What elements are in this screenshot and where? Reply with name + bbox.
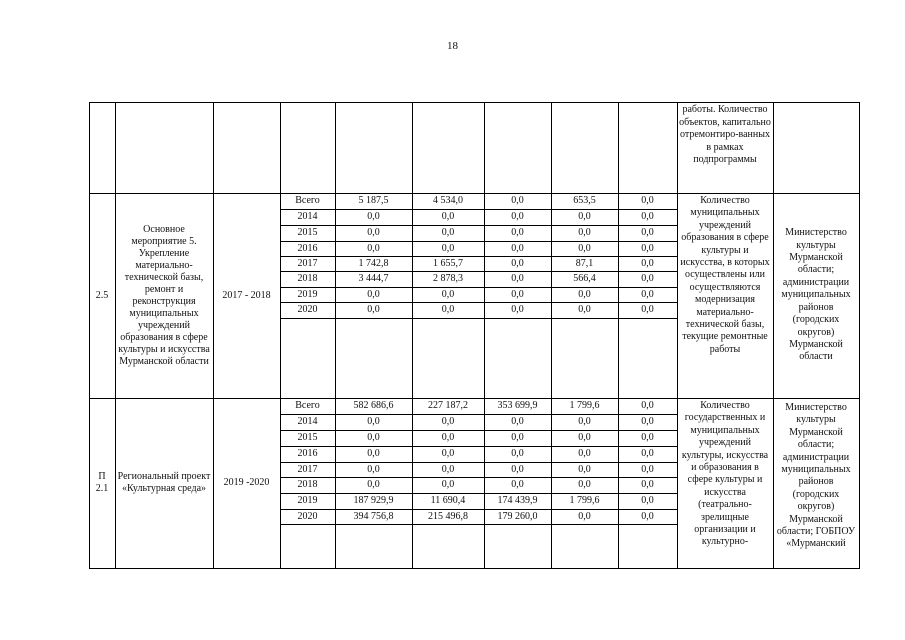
- period: 2019 -2020: [223, 477, 270, 488]
- measure-name: Основное мероприятие 5. Укрепление материально-технической базы, ремонт и реконструкция муниципальных учреждений образования в сфере культуры и искусства Мурманской области: [118, 223, 210, 367]
- value-local: 1 799,6: [569, 495, 600, 506]
- value-total: 5 187,5: [358, 195, 389, 206]
- year-label: 2018: [297, 273, 318, 284]
- value-regional: 4 534,0: [433, 195, 463, 206]
- value-federal: 0,0: [511, 273, 524, 284]
- value-federal: 0,0: [511, 258, 524, 269]
- value-other: 0,0: [641, 448, 654, 459]
- value-total: 0,0: [367, 464, 380, 475]
- value-other: 0,0: [641, 195, 654, 206]
- grid-hline: [280, 524, 677, 525]
- year-label: 2018: [297, 479, 318, 490]
- value-federal: 179 260,0: [497, 511, 538, 522]
- year-label: 2016: [297, 243, 318, 254]
- value-total: 0,0: [367, 416, 380, 427]
- value-regional: 227 187,2: [428, 400, 468, 411]
- value-regional: 0,0: [441, 227, 455, 238]
- value-federal: 0,0: [511, 211, 524, 222]
- value-local: 566,4: [573, 273, 596, 284]
- value-local: 0,0: [578, 289, 591, 300]
- grid-hline: [89, 568, 860, 569]
- value-regional: 0,0: [441, 211, 455, 222]
- period: 2017 - 2018: [222, 289, 271, 301]
- value-federal: 0,0: [511, 227, 524, 238]
- value-total: 0,0: [367, 211, 380, 222]
- value-federal: 174 439,9: [497, 495, 538, 506]
- grid-hline: [280, 256, 677, 257]
- value-local: 0,0: [578, 211, 591, 222]
- value-local: 0,0: [578, 304, 591, 315]
- value-other: 0,0: [641, 495, 654, 506]
- grid-vline: [859, 102, 860, 568]
- grid-hline: [280, 241, 677, 242]
- year-label: 2020: [297, 511, 318, 522]
- year-label: 2014: [297, 416, 318, 427]
- value-regional: 0,0: [441, 432, 455, 443]
- value-federal: 353 699,9: [497, 400, 538, 411]
- value-federal: 0,0: [511, 479, 524, 490]
- year-label: Всего: [295, 400, 320, 411]
- value-regional: 0,0: [441, 416, 455, 427]
- value-total: 187 929,9: [353, 495, 394, 506]
- value-other: 0,0: [641, 416, 654, 427]
- year-label: 2017: [297, 258, 318, 269]
- grid-hline: [280, 414, 677, 415]
- value-federal: 0,0: [511, 464, 524, 475]
- value-local: 0,0: [578, 416, 591, 427]
- grid-vline: [115, 102, 116, 568]
- value-local: 0,0: [578, 448, 591, 459]
- year-label: 2020: [297, 304, 318, 315]
- value-federal: 0,0: [511, 243, 524, 254]
- grid-hline: [280, 430, 677, 431]
- grid-hline: [280, 493, 677, 494]
- grid-hline: [280, 271, 677, 272]
- value-total: 394 756,8: [353, 511, 394, 522]
- value-regional: 1 655,7: [433, 258, 463, 269]
- value-regional: 11 690,4: [430, 495, 466, 506]
- grid-vline: [773, 102, 774, 568]
- year-label: Всего: [295, 195, 320, 206]
- value-regional: 0,0: [441, 289, 455, 300]
- grid-hline: [280, 462, 677, 463]
- value-other: 0,0: [641, 289, 654, 300]
- value-other: 0,0: [641, 400, 654, 411]
- grid-hline: [89, 102, 860, 103]
- value-total: 0,0: [367, 304, 380, 315]
- year-label: 2019: [297, 289, 318, 300]
- value-other: 0,0: [641, 304, 654, 315]
- value-total: 3 444,7: [358, 273, 389, 284]
- value-federal: 0,0: [511, 289, 524, 300]
- indicator-carry-over: работы. Количество объектов, капитально отремонтиро-ванных в рамках подпрограммы: [679, 104, 771, 165]
- year-label: 2015: [297, 432, 318, 443]
- grid-hline: [280, 318, 677, 319]
- value-other: 0,0: [641, 258, 654, 269]
- value-federal: 0,0: [511, 448, 524, 459]
- value-other: 0,0: [641, 511, 654, 522]
- value-regional: 2 878,3: [433, 273, 463, 284]
- value-other: 0,0: [641, 211, 654, 222]
- value-local: 653,5: [573, 195, 596, 206]
- year-label: 2016: [297, 448, 318, 459]
- measure-name: Региональный проект «Культурная среда»: [117, 471, 211, 494]
- executor-text: Министерство культуры Мурманской области; администрации муниципальных районов (городских округов) Мурманской области: [781, 227, 851, 363]
- value-total: 0,0: [367, 289, 380, 300]
- grid-hline: [280, 209, 677, 210]
- value-total: 0,0: [367, 479, 380, 490]
- value-local: 0,0: [578, 432, 591, 443]
- page-number: 18: [447, 40, 458, 52]
- indicator-text: Количество государственных и муниципальных учреждений культуры, искусства и образования в сфере культуры и искусства (театрально-зрелищные организации и культурно-: [681, 400, 769, 548]
- grid-hline: [280, 225, 677, 226]
- value-other: 0,0: [641, 479, 654, 490]
- value-regional: 0,0: [441, 479, 455, 490]
- value-total: 1 742,8: [358, 258, 389, 269]
- grid-hline: [280, 509, 677, 510]
- indicator-text: Количество муниципальных учреждений образования в сфере культуры и искусства, в которых осуществлены или осуществляются модернизация материально-технической базы, текущие ремонтные работы: [680, 195, 770, 355]
- value-total: 0,0: [367, 243, 380, 254]
- grid-hline: [280, 446, 677, 447]
- value-total: 582 686,6: [353, 400, 394, 411]
- value-other: 0,0: [641, 227, 654, 238]
- grid-hline: [280, 302, 677, 303]
- year-label: 2014: [297, 211, 318, 222]
- value-regional: 0,0: [441, 243, 455, 254]
- value-federal: 0,0: [511, 304, 524, 315]
- value-federal: 0,0: [511, 432, 524, 443]
- value-federal: 0,0: [511, 195, 524, 206]
- grid-hline: [280, 287, 677, 288]
- value-federal: 0,0: [511, 416, 524, 427]
- executor-text: Министерство культуры Мурманской области; администрации муниципальных районов (городских округов) Мурманской области; ГОБПОУ «Мурманский: [776, 402, 856, 550]
- year-label: 2017: [297, 464, 318, 475]
- value-total: 0,0: [367, 432, 380, 443]
- value-local: 0,0: [578, 511, 591, 522]
- value-other: 0,0: [641, 432, 654, 443]
- value-local: 1 799,6: [569, 400, 600, 411]
- value-total: 0,0: [367, 448, 380, 459]
- grid-vline: [677, 102, 678, 568]
- grid-hline: [280, 477, 677, 478]
- value-regional: 0,0: [441, 464, 455, 475]
- year-label: 2019: [297, 495, 318, 506]
- row-number: 2.5: [95, 289, 109, 301]
- value-other: 0,0: [641, 243, 654, 254]
- value-other: 0,0: [641, 464, 654, 475]
- value-total: 0,0: [367, 227, 380, 238]
- value-local: 87,1: [575, 258, 594, 269]
- value-local: 0,0: [578, 479, 591, 490]
- value-local: 0,0: [578, 227, 591, 238]
- value-other: 0,0: [641, 273, 654, 284]
- value-regional: 0,0: [441, 304, 455, 315]
- value-local: 0,0: [578, 464, 591, 475]
- year-label: 2015: [297, 227, 318, 238]
- value-local: 0,0: [578, 243, 591, 254]
- row-number: П 2.1: [95, 471, 109, 494]
- value-regional: 0,0: [441, 448, 455, 459]
- value-regional: 215 496,8: [428, 511, 468, 522]
